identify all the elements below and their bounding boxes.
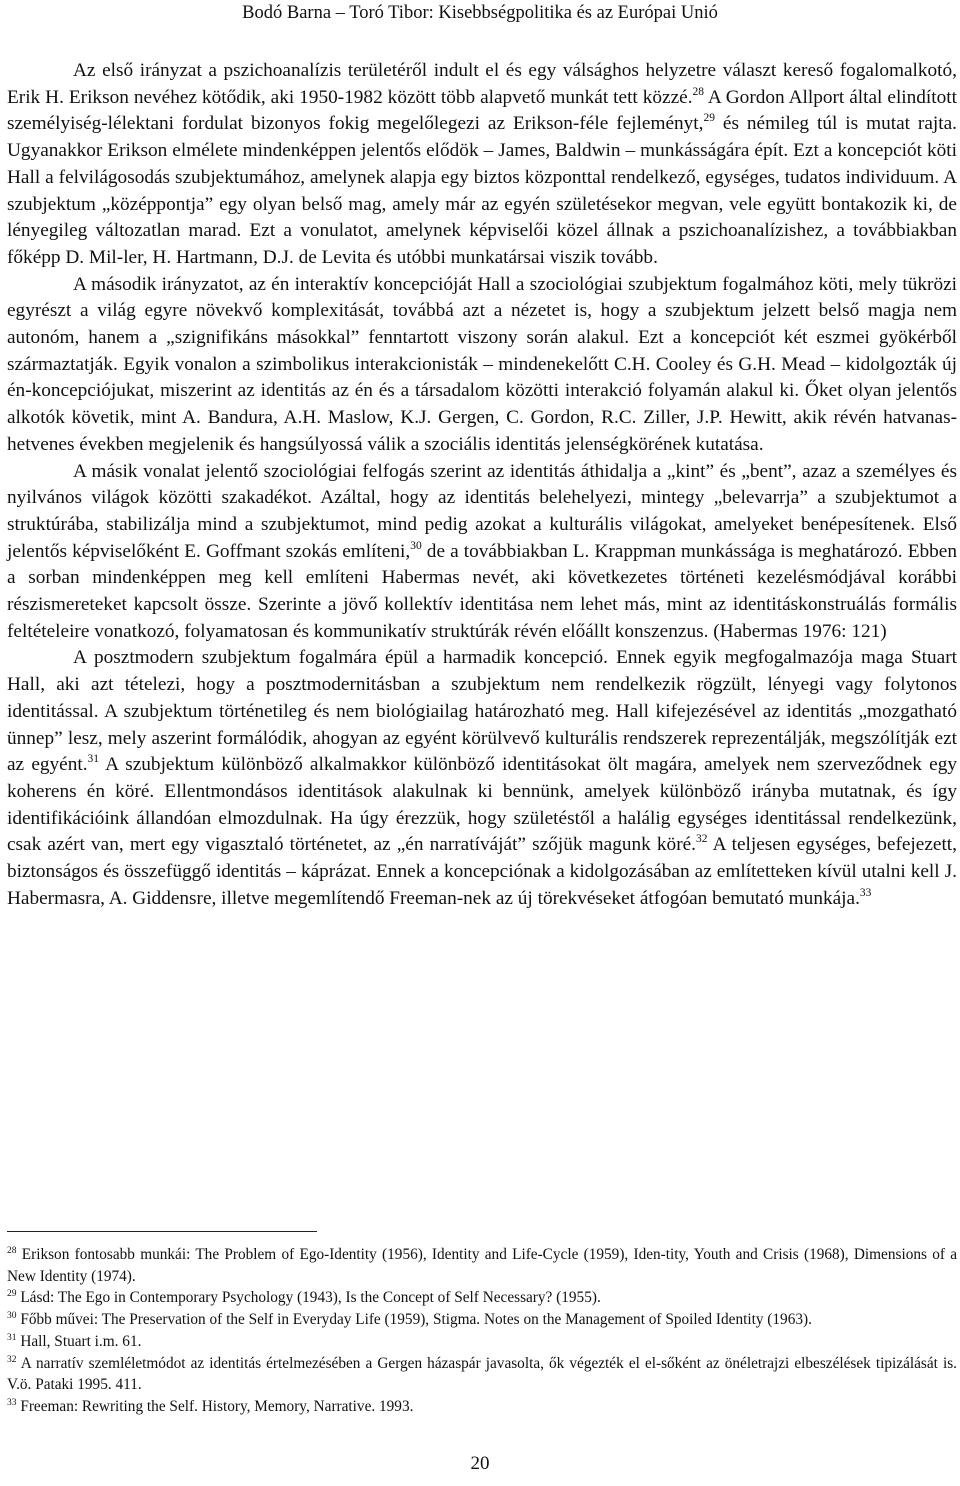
footnote-number: 33 [7,1397,17,1408]
footnote [7,1309,957,1331]
footnote [7,1396,957,1418]
footnote-text: Főbb művei: The Preservation of the Self in Everyday Life (1959), Stigma. Notes on the Management of Spoiled Identity (1963). [16,1311,812,1329]
footnotes [7,1244,957,1418]
paragraph-text: A Gordon Allport által elindított személyiség-lélektani fordulat bizonyos fokig megelőlegezi az Erikson-féle fejleményt, [7,86,958,135]
footnote-text: Erikson fontosabb munkái: The Problem of Ego-Identity (1956), Identity and Life-Cycle (1959), Iden-tity, Youth and Crisis (1968), Dimensions of a New Identity (1974). [7,1246,957,1285]
footnote-ref: 33 [859,886,872,899]
paragraph-1 [7,58,957,272]
footnote-ref: 28 [692,85,705,98]
paragraph-text: A másik vonalat jelentő szociológiai felfogás szerint az identitás áthidalja a „kint” és „bent”, azaz a személyes és nyilvános világok közötti szakadékot. Azáltal, hogy az identitás belehelyezi, mintegy „belevarrja” a szubjektumot a struktúrába, stabilizálja mind a szubjektumot, mind pedig azokat a kulturális világokat, amelyeket benépesítenek. Első jelentős képviselőként E. Goffmant szokás említeni, [7,460,957,562]
footnote-number: 32 [7,1354,17,1365]
main-text [7,58,957,913]
footnote-number: 30 [7,1311,17,1322]
paragraph-text: és némileg túl is mutat rajta. Ugyanakkor Erikson elmélete mindenképpen jelentős elődök ‒ James, Baldwin ‒ munkásságára épít. Ezt a koncepciót köti Hall a felvilágosodás szubjektumához, amelynek alapja egy biztos központtal rendelkező, egységes, tudatos individuum. A szubjektum „középpontja” egy olyan belső mag, amely már az egyén születésekor megvan, vele együtt bontakozik ki, de lényegileg változatlan marad. Ezt a vonulatot, amelynek képviselői közel állnak a pszichoanalízishez, a továbbiakban főképp D. Mil-ler, H. Hartmann, D.J. de Levita és utóbbi munkatársai viszik tovább. [7,113,957,268]
footnote [7,1244,957,1287]
footnote-text: Freeman: Rewriting the Self. History, Memory, Narrative. 1993. [16,1397,414,1415]
footnote-text: Lásd: The Ego in Contemporary Psychology (1943), Is the Concept of Self Necessary? (1955). [16,1289,601,1307]
page-number: 20 [470,1453,490,1474]
footnote-ref: 31 [87,753,100,766]
footnote-number: 31 [7,1332,17,1343]
footnote-ref: 29 [703,112,715,125]
paragraph-text: A második irányzatot, az én interaktív koncepcióját Hall a szociológiai szubjektum fogalmához köti, mely tükrözi egyrészt a világ egyre növekvő komplexitását, továbbá azt a nézetet is, hogy a szubjektum jelzett belső magja nem autonóm, hanem a „szignifikáns másokkal” fenntartott viszony során alakul. Ezt a koncepciót két eszmei gyökérből származtatják. Egyik vonalon a szimbolikus interakcionisták ‒ mindenekelőtt C.H. Cooley és G.H. Mead ‒ kidolgozták új én-koncepciójukat, miszerint az identitás az én és a társadalom közötti interakció folyamán alakul ki. Őket olyan jelentős alkotók követik, mint A. Bandura, A.H. Maslow, K.J. Gergen, C. Gordon, R.C. Ziller, J.P. Hewitt, akik révén hatvanas-hetvenes években megjelenik és hangsúlyossá válik a szociális identitás jelenségkörének kutatása. [7,273,957,455]
footnote [7,1287,957,1309]
footnote [7,1353,957,1396]
footnote-separator [7,1231,317,1232]
footnote [7,1331,957,1353]
footnote-number: 28 [7,1246,17,1256]
paragraph-text: A teljesen egységes, befejezett, biztonságos és összefüggő identitás ‒ káprázat. Ennek a koncepciónak a kidolgozásában az említetteken kívül utalni kell J. Habermasra, A. Giddensre, illetve megemlítendő Freeman-nek az új törekvéseket átfogóan bemutató munkája. [7,834,957,909]
paragraph-2 [7,272,957,459]
footnote-number: 29 [7,1289,17,1300]
paragraph-text: Az első irányzat a pszichoanalízis területéről indult el és egy válsághos helyzetre választ kereső fogalomalkotó, Erik H. Erikson nevéhez kötődik, aki 1950-1982 között több alapvető munkát tett közzé. [7,60,957,108]
running-header: Bodó Barna – Toró Tibor: Kisebbségpolitika és az Európai Unió [242,3,718,23]
footnote-text: Hall, Stuart i.m. 61. [16,1332,142,1350]
paragraph-4 [7,645,957,912]
paragraph-text: de a továbbiakban L. Krappman munkássága is meghatározó. Ebben a sorban mindenképpen meg kell említeni Habermas nevét, aki következetes történeti kezelésmódjával korábbi részismereteket kapcsolt össze. Szerinte a jövő kollektív identitása nem lehet más, mint az identitáskonstruálás formális feltételeire vonatkozó, folyamatosan és kommunikatív struktúrák révén előállt konszenzus. (Habermas 1976: 121) [7,540,957,642]
footnote-ref: 32 [696,833,708,846]
footnote-text: A narratív szemléletmódot az identitás értelmezésében a Gergen házaspár javasolta, ők végezték el el-sőként az önéletrajzi elbeszélések tipizálását is. V.ö. Pataki 1995. 411. [7,1354,957,1394]
paragraph-3 [7,459,957,646]
paragraph-text: A szubjektum különböző alkalmakkor különböző identitásokat ölt magára, amelyek nem szerveződnek egy koherens én köré. Ellentmondásos identitások alakulnak ki bennünk, amelyek különböző irányba mutatnak, és így identifikációink állandóan elmozdulnak. Ha úgy érezzük, hogy születéstől a halálig egységes identitással rendelkezünk, csak azért van, mert egy vigasztaló történetet, az „én narratíváját” szőjük magunk köré. [7,754,957,856]
footnote-ref: 30 [410,539,422,552]
paragraph-text: A posztmodern szubjektum fogalmára épül a harmadik koncepció. Ennek egyik megfogalmazója maga Stuart Hall, aki azt tételezi, hogy a posztmodernitásban a szubjektum nem rendelkezik rögzült, lényegi vagy folytonos identitással. A szubjektum történetileg és nem biológiailag határozható meg. Hall kifejezésével az identitás „mozgatható ünnep” lesz, mely aszerint formálódik, ahogyan az egyént körülvevő kulturális rendszerek reprezentálják, megszólítják ezt az egyént. [7,647,957,776]
